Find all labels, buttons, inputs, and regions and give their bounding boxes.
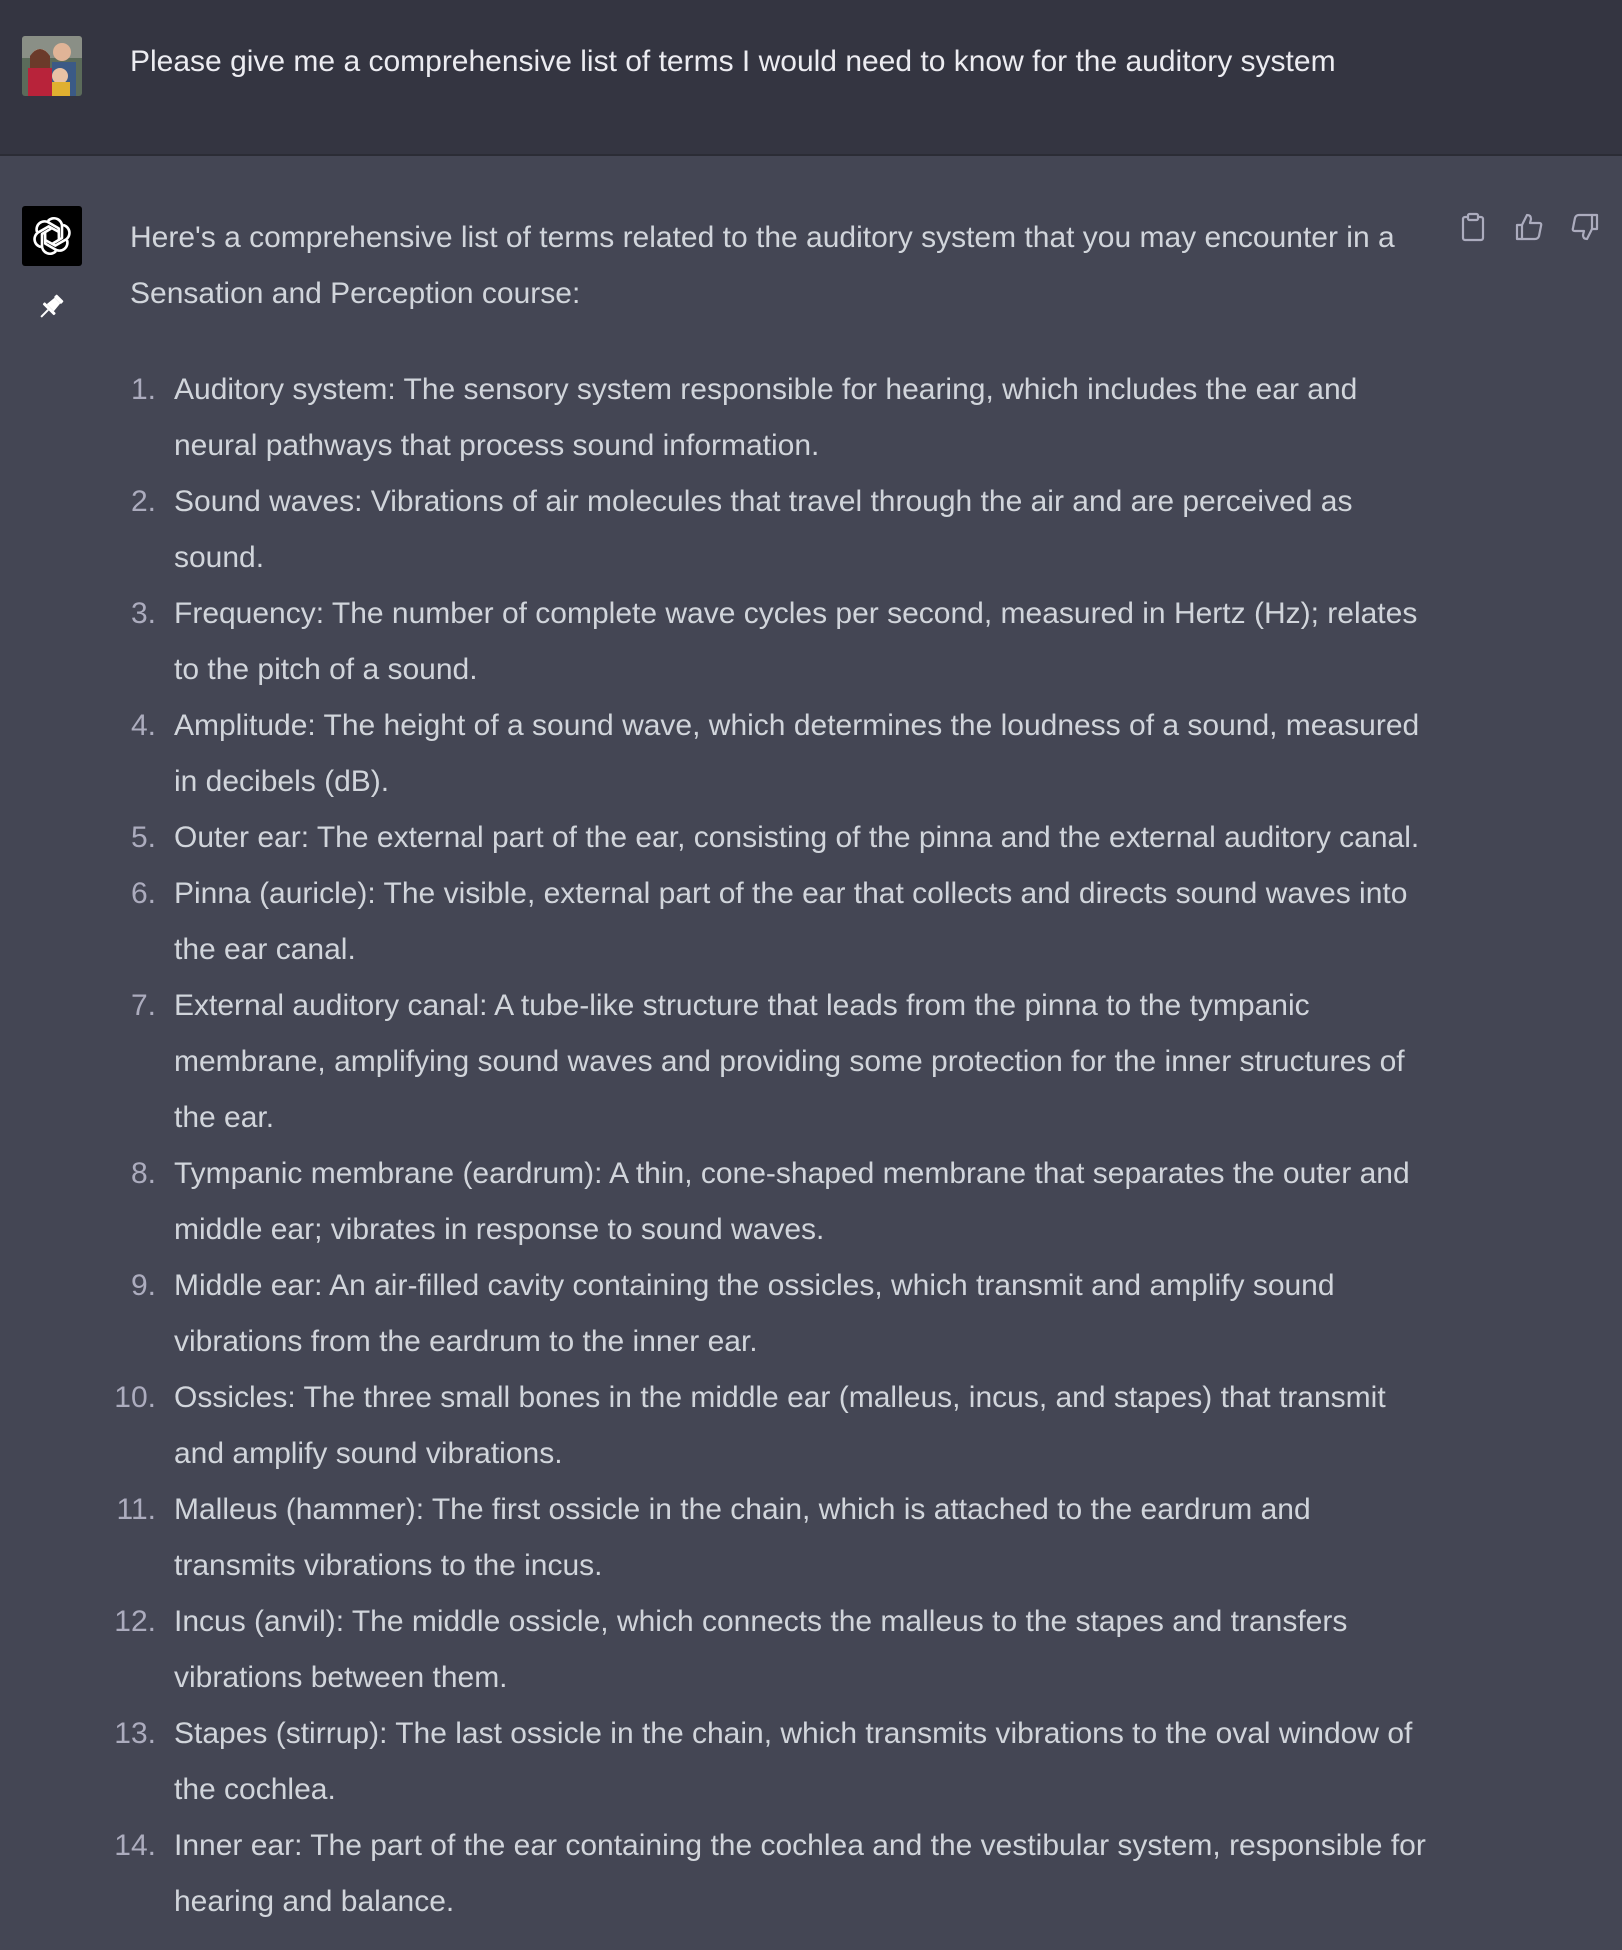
- assistant-intro: Here's a comprehensive list of terms related to the auditory system that you may encounter in a Sensation and Perception course:: [130, 221, 1395, 310]
- message-actions: [1456, 210, 1602, 244]
- list-item: [130, 362, 1440, 474]
- item-text: Ossicles: The three small bones in the middle ear (malleus, incus, and stapes) that transmit and amplify sound vibrations.: [174, 1381, 1386, 1470]
- list-item: [130, 474, 1440, 586]
- list-item: [114, 1706, 1440, 1818]
- item-text: Inner ear: The part of the ear containing the cochlea and the vestibular system, responsible for hearing and balance.: [174, 1829, 1426, 1918]
- list-item: [130, 698, 1440, 810]
- list-item: [130, 586, 1440, 698]
- item-text: Middle ear: An air-filled cavity containing the ossicles, which transmit and amplify sound vibrations from the eardrum to the inner ear.: [174, 1269, 1335, 1358]
- terms-list: [114, 362, 1440, 1930]
- item-number: 5.: [130, 821, 156, 854]
- thumbs-up-icon[interactable]: [1512, 210, 1546, 244]
- assistant-message-content: [114, 210, 1440, 1930]
- item-text: Pinna (auricle): The visible, external part of the ear that collects and directs sound waves into the ear canal.: [174, 877, 1408, 966]
- item-number: 13.: [114, 1717, 156, 1750]
- item-number: 2.: [130, 485, 156, 518]
- item-number: 6.: [130, 877, 156, 910]
- item-number: 4.: [130, 709, 156, 742]
- user-message-text: Please give me a comprehensive list of terms I would need to know for the auditory system: [130, 45, 1336, 78]
- pin-icon[interactable]: [34, 290, 68, 324]
- item-text: External auditory canal: A tube-like structure that leads from the pinna to the tympanic membrane, amplifying sound waves and providing some protection for the inner structures of the ear.: [174, 989, 1405, 1134]
- list-item: [116, 1482, 1440, 1594]
- list-item: [130, 866, 1440, 978]
- clipboard-icon[interactable]: [1456, 210, 1490, 244]
- item-text: Amplitude: The height of a sound wave, which determines the loudness of a sound, measured in decibels (dB).: [174, 709, 1420, 798]
- item-text: Auditory system: The sensory system responsible for hearing, which includes the ear and neural pathways that process sound information.: [174, 373, 1358, 462]
- item-number: 10.: [114, 1381, 156, 1414]
- item-number: 11.: [116, 1493, 156, 1526]
- item-number: 12.: [114, 1605, 156, 1638]
- item-text: Incus (anvil): The middle ossicle, which connects the malleus to the stapes and transfers vibrations between them.: [174, 1605, 1348, 1694]
- item-number: 1.: [130, 373, 156, 406]
- thumbs-down-icon[interactable]: [1568, 210, 1602, 244]
- item-text: Sound waves: Vibrations of air molecules that travel through the air and are perceived as sound.: [174, 485, 1353, 574]
- list-item: [114, 1594, 1440, 1706]
- item-text: Outer ear: The external part of the ear, consisting of the pinna and the external auditory canal.: [174, 821, 1420, 854]
- list-item: [130, 810, 1440, 866]
- list-item: [114, 1818, 1440, 1930]
- list-item: [130, 978, 1440, 1146]
- openai-logo-icon: [22, 206, 82, 266]
- item-number: 8.: [130, 1157, 156, 1190]
- list-item: [114, 1370, 1440, 1482]
- item-text: Stapes (stirrup): The last ossicle in the chain, which transmits vibrations to the oval window of the cochlea.: [174, 1717, 1413, 1806]
- item-text: Tympanic membrane (eardrum): A thin, cone-shaped membrane that separates the outer and middle ear; vibrates in response to sound waves.: [174, 1157, 1410, 1246]
- user-avatar: [22, 36, 82, 96]
- assistant-message-row: [0, 158, 1622, 1950]
- user-message-row: [0, 0, 1622, 156]
- item-number: 14.: [114, 1829, 156, 1862]
- list-item: [130, 1146, 1440, 1258]
- list-item: [130, 1258, 1440, 1370]
- item-text: Frequency: The number of complete wave cycles per second, measured in Hertz (Hz); relates to the pitch of a sound.: [174, 597, 1418, 686]
- item-number: 9.: [130, 1269, 156, 1302]
- item-text: Malleus (hammer): The first ossicle in the chain, which is attached to the eardrum and transmits vibrations to the incus.: [174, 1493, 1311, 1582]
- item-number: 3.: [130, 597, 156, 630]
- item-number: 7.: [130, 989, 156, 1022]
